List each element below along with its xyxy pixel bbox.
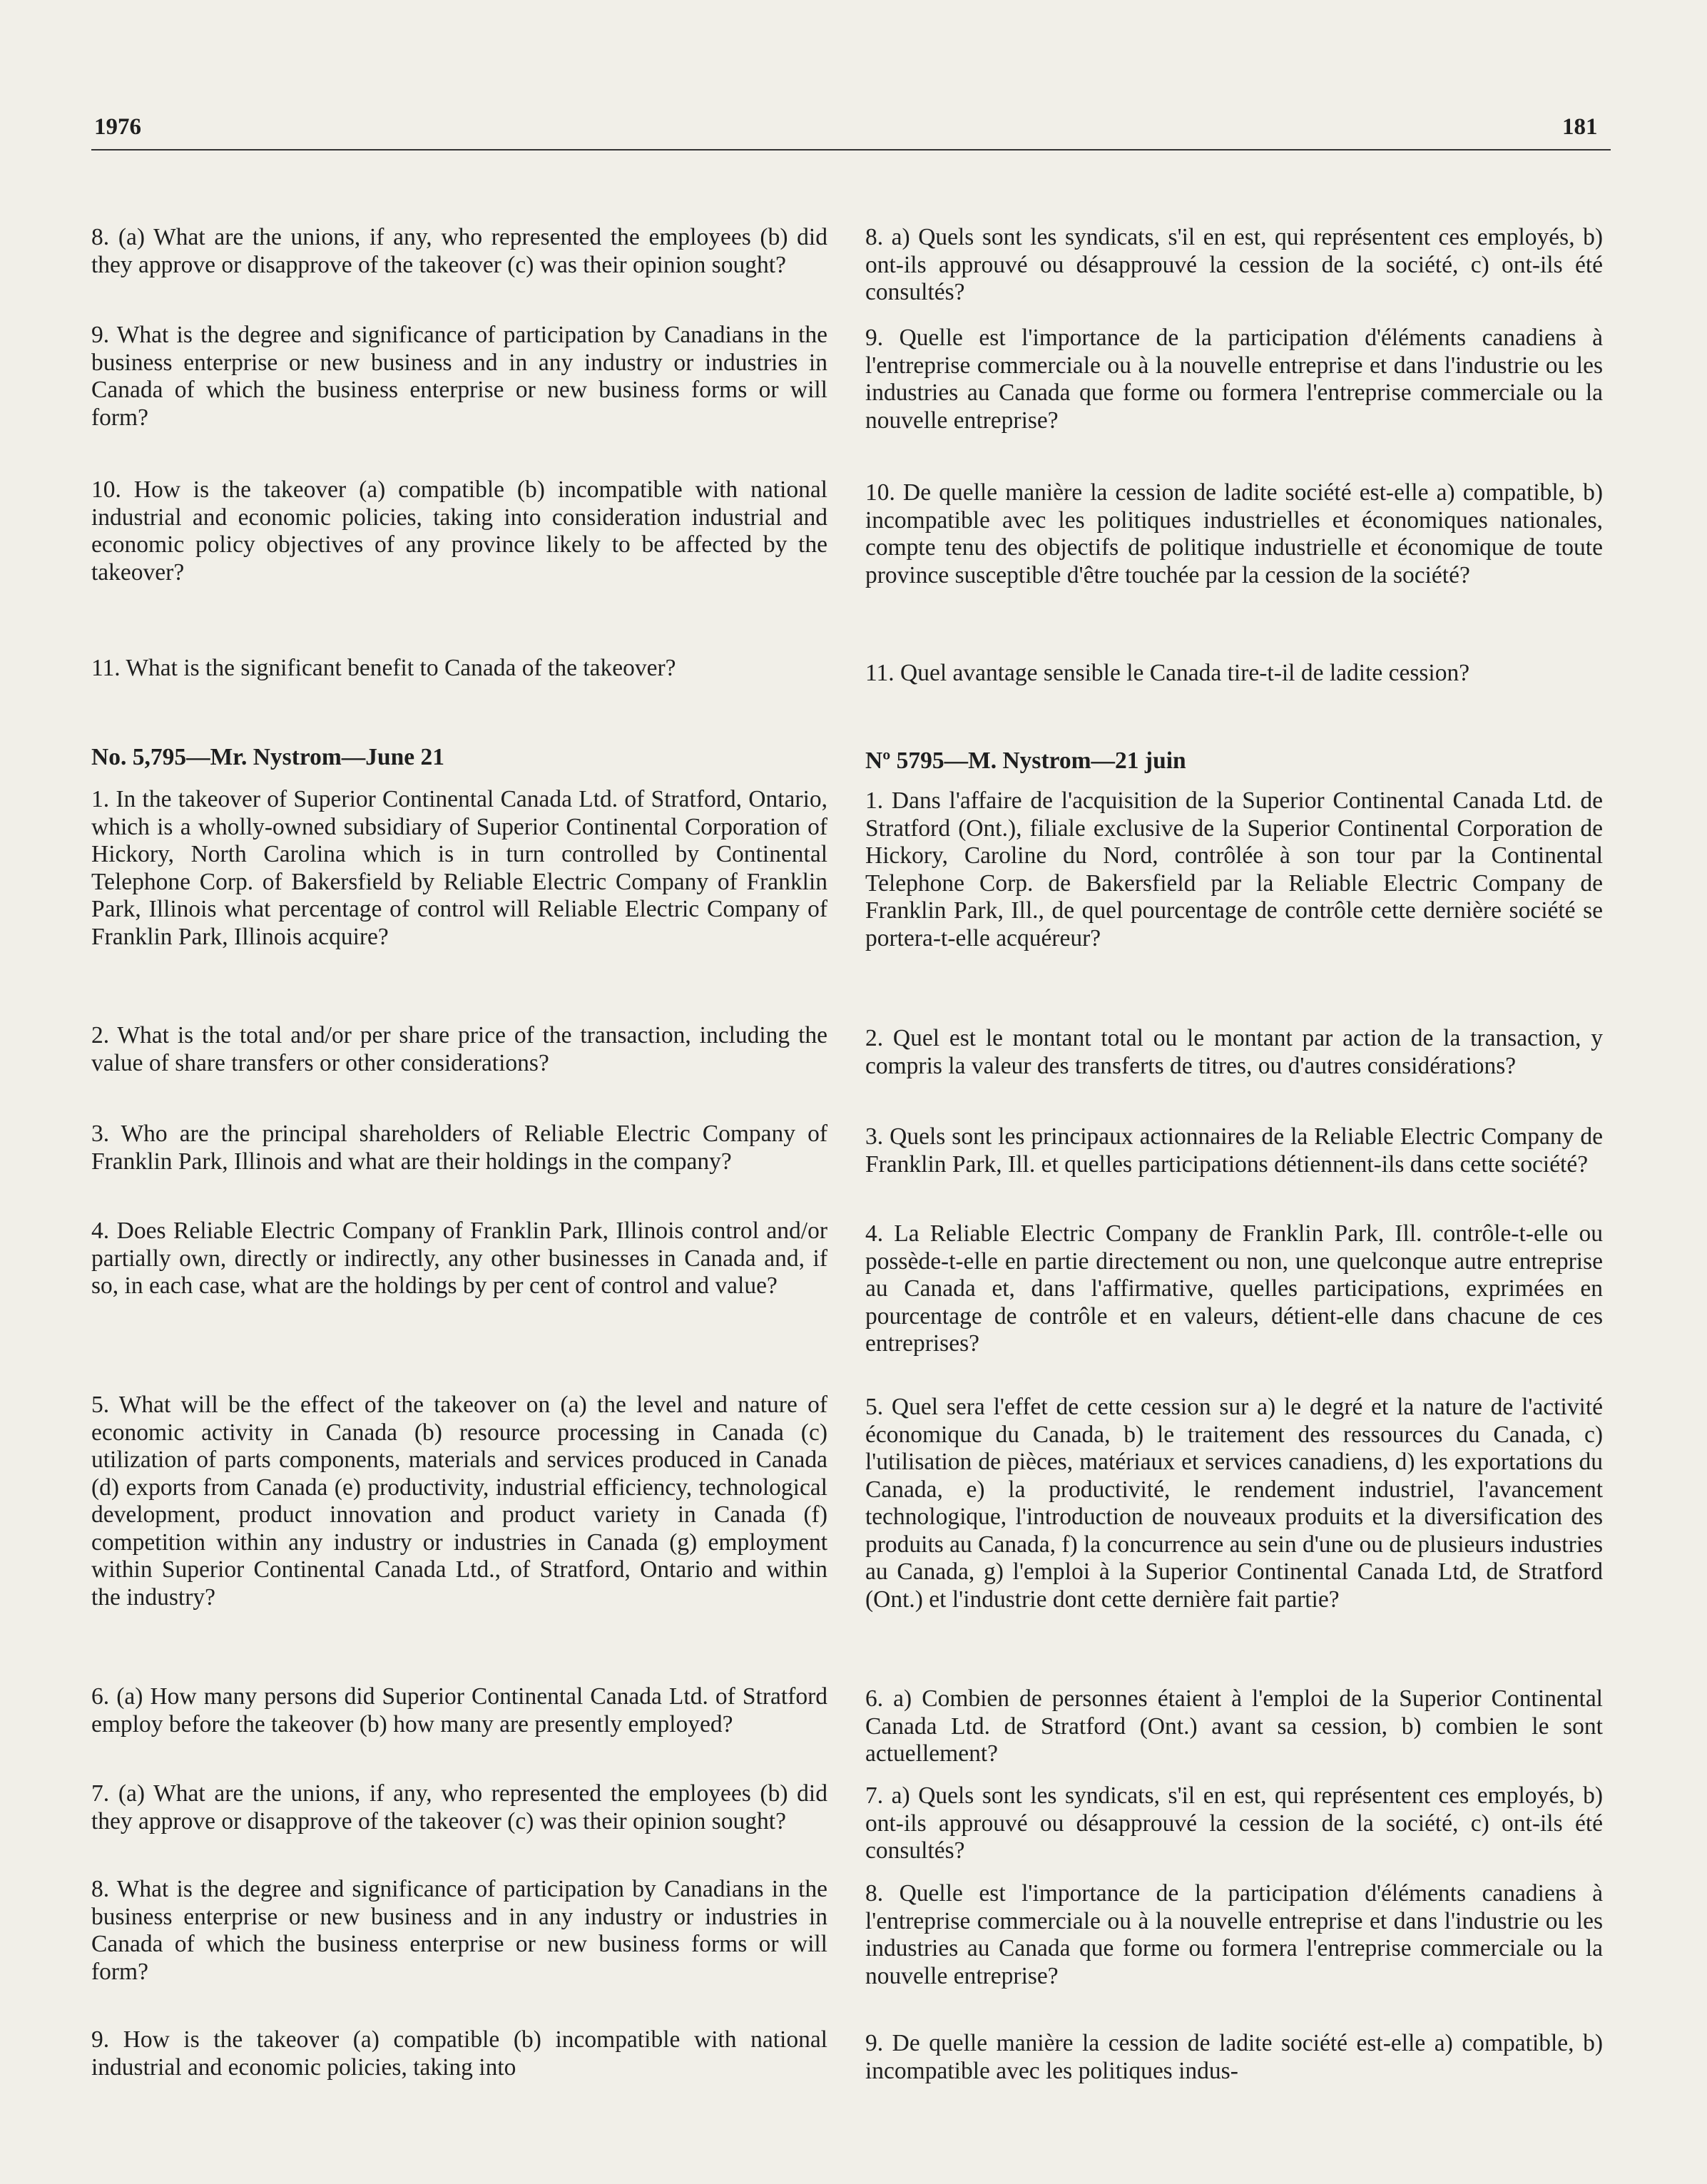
question-8-unions-fr: 8. a) Quels sont les syndicats, s'il en est, qui représentent ces employés, b) ont-ils approuvé ou désapprouvé la cession de la société, c) ont-ils été consultés?: [865, 224, 1603, 305]
question-1-control: 1. In the takeover of Superior Continental Canada Ltd. of Stratford, Ontario, which is a wholly-owned subsidiary of Superior Continental Corporation of Hickory, North Carolina which is in turn controlled by Continental Telephone Corp. of Bakersfield by Reliable Electric Company of Franklin Park, Illinois what percentage of control will Reliable Electric Company of Franklin Park, Illinois acquire?: [91, 786, 827, 950]
question-8-unions: 8. (a) What are the unions, if any, who represented the employees (b) did they approve or disapprove of the takeover (c) was their opinion sought?: [91, 224, 827, 278]
question-9-participation: 9. What is the degree and significance of participation by Canadians in the business enterprise or new business and in any industry or industries in Canada of which the business enterprise or new business forms or will form?: [91, 322, 827, 431]
question-11-benefit: 11. What is the significant benefit to Canada of the takeover?: [91, 655, 676, 681]
question-7-unions-fr: 7. a) Quels sont les syndicats, s'il en est, qui représentent ces employés, b) ont-ils approuvé ou désapprouvé la cession de la société, c) ont-ils été consultés?: [865, 1782, 1603, 1864]
question-heading: No. 5,795—Mr. Nystrom—June 21: [91, 744, 445, 770]
question-9-participation-fr: 9. Quelle est l'importance de la participation d'éléments canadiens à l'entreprise commerciale ou à la nouvelle entreprise et dans l'industrie ou les industries au Canada que forme ou formera l'entreprise commerciale ou la nouvelle entreprise?: [865, 325, 1603, 434]
question-heading-fr: Nº 5795—M. Nystrom—21 juin: [865, 747, 1186, 774]
header-year: 1976: [94, 114, 141, 140]
question-6-employment: 6. (a) How many persons did Superior Continental Canada Ltd. of Stratford employ before the takeover (b) how many are presently employed?: [91, 1683, 827, 1737]
question-7-unions: 7. (a) What are the unions, if any, who represented the employees (b) did they approve or disapprove of the takeover (c) was their opinion sought?: [91, 1780, 827, 1835]
question-4-holdings: 4. Does Reliable Electric Company of Franklin Park, Illinois control and/or partially own, directly or indirectly, any other businesses in Canada and, if so, in each case, what are the holdings by per cent of control and value?: [91, 1218, 827, 1299]
question-8-participation-fr: 8. Quelle est l'importance de la participation d'éléments canadiens à l'entreprise commerciale ou à la nouvelle entreprise et dans l'industrie ou les industries au Canada que forme ou formera l'entreprise commerciale ou la nouvelle entreprise?: [865, 1880, 1603, 1989]
question-5-effect: 5. What will be the effect of the takeover on (a) the level and nature of economic activity in Canada (b) resource processing in Canada (c) utilization of parts components, materials and services produced in Canada (d) exports from Canada (e) productivity, industrial efficiency, technological development, product innovation and product variety in Canada (f) competition within any industry or industries in Canada (g) employment within Superior Continental Canada Ltd., of Stratford, Ontario and within the industry?: [91, 1392, 827, 1611]
question-5-effect-fr: 5. Quel sera l'effet de cette cession sur a) le degré et la nature de l'activité économique du Canada, b) le traitement des ressources du Canada, c) l'utilisation de pièces, matériaux et services canadiens, d) les exportations du Canada, e) la productivité, le rendement industriel, l'avancement technologique, l'introduction de nouveaux produits et la diversification des produits au Canada, f) la concurrence au sein d'une ou de plusieurs industries au Canada, g) l'emploi à la Superior Continental Canada Ltd, de Stratford (Ont.) et l'industrie dont cette dernière fait partie?: [865, 1394, 1603, 1613]
header-rule: [91, 149, 1611, 150]
question-9-compatibility: 9. How is the takeover (a) compatible (b) incompatible with national industrial and economic policies, taking into: [91, 2026, 827, 2081]
question-3-shareholders-fr: 3. Quels sont les principaux actionnaires de la Reliable Electric Company de Franklin Park, Ill. et quelles participations détiennent-ils dans cette société?: [865, 1123, 1603, 1178]
question-6-employment-fr: 6. a) Combien de personnes étaient à l'emploi de la Superior Continental Canada Ltd. de Stratford (Ont.) avant sa cession, b) combien le sont actuellement?: [865, 1685, 1603, 1767]
question-9-compatibility-fr: 9. De quelle manière la cession de ladite société est-elle a) compatible, b) incompatible avec les politiques indus-: [865, 2030, 1603, 2084]
question-10-compatibility: 10. How is the takeover (a) compatible (b) incompatible with national industrial and economic policies, taking into consideration industrial and economic policy objectives of any province likely to be affected by the takeover?: [91, 476, 827, 586]
question-4-holdings-fr: 4. La Reliable Electric Company de Franklin Park, Ill. contrôle-t-elle ou possède-t-elle en partie directement ou non, une quelconque autre entreprise au Canada et, dans l'affirmative, quelles participations, exprimées en pourcentage de contrôle et en valeurs, détient-elle dans chacune de ces entreprises?: [865, 1220, 1603, 1357]
question-3-shareholders: 3. Who are the principal shareholders of Reliable Electric Company of Franklin Park, Illinois and what are their holdings in the company?: [91, 1121, 827, 1175]
question-2-price: 2. What is the total and/or per share price of the transaction, including the value of share transfers or other considerations?: [91, 1022, 827, 1076]
page-number: 181: [1562, 114, 1598, 140]
question-8-participation: 8. What is the degree and significance of participation by Canadians in the business enterprise or new business and in any industry or industries in Canada of which the business enterprise or new business forms or will form?: [91, 1876, 827, 1985]
question-1-control-fr: 1. Dans l'affaire de l'acquisition de la Superior Continental Canada Ltd. de Stratford (Ont.), filiale exclusive de la Superior Continental Corporation de Hickory, Caroline du Nord, contrôlée à son tour par la Continental Telephone Corp. de Bakersfield par la Reliable Electric Company de Franklin Park, Ill., de quel pourcentage de contrôle cette dernière société se portera-t-elle acquéreur?: [865, 787, 1603, 951]
question-10-compatibility-fr: 10. De quelle manière la cession de ladite société est-elle a) compatible, b) incompatible avec les politiques industrielles et économiques nationales, compte tenu des objectifs de politique industrielle et économique de toute province susceptible d'être touchée par la cession de la société?: [865, 479, 1603, 588]
question-11-benefit-fr: 11. Quel avantage sensible le Canada tire-t-il de ladite cession?: [865, 660, 1470, 686]
question-2-price-fr: 2. Quel est le montant total ou le montant par action de la transaction, y compris la valeur des transferts de titres, ou d'autres considérations?: [865, 1025, 1603, 1079]
